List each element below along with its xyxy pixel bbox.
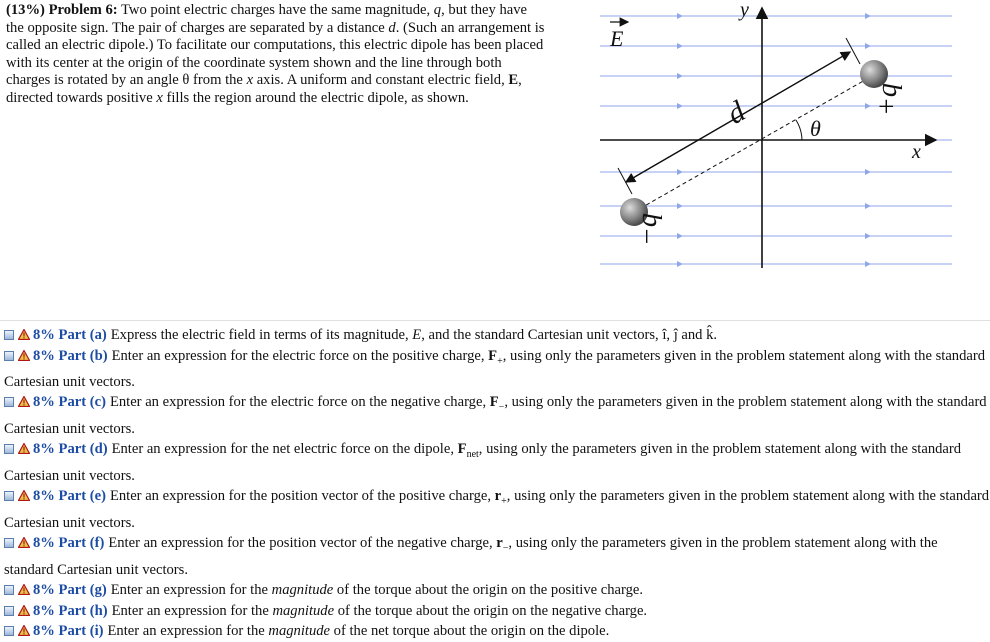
part-text: Enter an expression for the position vector of the negative charge, [108,535,497,552]
part-item[interactable] [4,621,990,642]
part-symbol-subscript: + [501,496,507,508]
part-symbol-subscript: net [466,449,479,461]
problem-text: fills the region around the electric dipole, as shown. [162,89,469,106]
warning-icon [18,350,30,361]
expand-checkbox-icon[interactable] [4,585,14,595]
part-text: of the torque about the origin on the negative charge. [334,602,648,619]
angle-arc [796,120,802,140]
warning-icon [18,625,30,636]
part-label[interactable]: 8% Part (i) [33,623,104,640]
part-label[interactable]: 8% Part (e) [33,488,106,505]
part-label[interactable]: 8% Part (a) [33,327,107,343]
y-axis-label: y [740,0,749,21]
negative-charge-label: −q [632,213,663,246]
problem-text: Two point electric charges have the same magnitude, [121,2,434,18]
part-text: , using only the parameters given in the problem statement along with the standard Cartesian unit vectors. [4,488,990,531]
part-text: of the torque about the origin on the positive charge. [333,582,644,599]
warning-icon [18,443,30,454]
part-label[interactable]: 8% Part (f) [33,535,105,552]
expand-checkbox-icon[interactable] [4,491,14,501]
expand-checkbox-icon[interactable] [4,397,14,407]
part-label[interactable]: 8% Part (c) [33,394,106,411]
problem-text: , directed towards positive [6,72,522,106]
field-label: E [610,26,624,51]
part-label[interactable]: 8% Part (b) [33,347,108,364]
divider [0,320,990,321]
part-item[interactable] [4,601,990,622]
problem-weight: (13%) [6,2,45,18]
theta-label: θ [810,116,821,141]
part-item[interactable] [4,439,990,486]
x-axis-label: x [912,141,921,163]
part-text: , and the standard Cartesian unit vectors, î, ĵ and k̂. [421,327,718,343]
parts-list [4,325,990,642]
part-text: Enter an expression for the net electric force on the dipole, [111,441,458,458]
part-text: Enter an expression for the position vector of the positive charge, [109,488,495,505]
part-text: Express the electric field in terms of its magnitude, [110,327,413,343]
part-text: Enter an expression for the [111,602,273,619]
part-symbol-subscript: − [502,543,509,555]
part-emphasis: magnitude [271,582,334,599]
symbol-x: x [246,72,254,89]
positive-charge-label: +q [872,83,903,116]
part-text: Enter an expression for the electric force on the negative charge, [109,394,490,411]
dipole-figure [596,0,956,270]
part-text: Enter an expression for the [110,582,272,599]
warning-icon [18,537,30,548]
part-text: , using only the parameters given in the problem statement along with the standard Cartesian unit vectors. [4,394,987,437]
part-symbol: F [457,441,467,458]
part-item[interactable] [4,325,990,346]
problem-statement [6,2,546,108]
dipole-axis-line [634,76,872,212]
warning-icon [18,584,30,595]
part-text: Enter an expression for the electric force on the positive charge, [111,347,489,364]
expand-checkbox-icon[interactable] [4,444,14,454]
problem-title: Problem 6: [48,2,118,18]
part-symbol: F [488,347,498,364]
expand-checkbox-icon[interactable] [4,330,14,340]
symbol-d: d [388,19,396,36]
part-symbol-subscript: + [497,355,503,367]
problem-text: , but they have the opposite sign. The pair of charges are separated by a distance [6,2,528,36]
part-label[interactable]: 8% Part (d) [33,441,108,458]
part-symbol: r [494,488,502,505]
part-text: , using only the parameters given in the problem statement along with the standard Cartesian unit vectors. [4,347,986,390]
warning-icon [18,329,30,340]
part-text: of the net torque about the origin on the dipole. [330,623,610,640]
symbol-x: x [156,89,163,106]
part-symbol: F [489,394,499,411]
expand-checkbox-icon[interactable] [4,626,14,636]
part-label[interactable]: 8% Part (h) [33,602,108,619]
problem-text: . (Such an arrangement is called an electric dipole.) To facilitate our computations, this electric dipole has been placed with its center at the origin of the coordinate system shown and the line through both charges is rotated by an angle θ from the [6,19,545,89]
part-text: , using only the parameters given in the problem statement along with the standard Cartesian unit vectors. [4,535,938,578]
part-text: , using only the parameters given in the problem statement along with the standard Cartesian unit vectors. [4,441,962,484]
warning-icon [18,605,30,616]
symbol-E: E [508,72,519,89]
warning-icon [18,490,30,501]
expand-checkbox-icon[interactable] [4,351,14,361]
part-emphasis: magnitude [272,602,335,619]
distance-label: d [721,94,751,131]
expand-checkbox-icon[interactable] [4,606,14,616]
expand-checkbox-icon[interactable] [4,538,14,548]
part-item[interactable] [4,533,990,580]
problem-text: axis. A uniform and constant electric field, [253,72,509,89]
warning-icon [18,396,30,407]
part-text: Enter an expression for the [107,623,269,640]
part-symbol-subscript: − [498,402,505,414]
symbol-q: q [433,2,442,18]
part-item[interactable] [4,346,990,393]
part-emphasis: magnitude [268,623,331,640]
part-label[interactable]: 8% Part (g) [33,582,107,599]
part-item[interactable] [4,486,990,533]
part-symbol: r [496,535,503,552]
part-item[interactable] [4,392,990,439]
part-emphasis: E [412,327,422,343]
part-item[interactable] [4,580,990,601]
